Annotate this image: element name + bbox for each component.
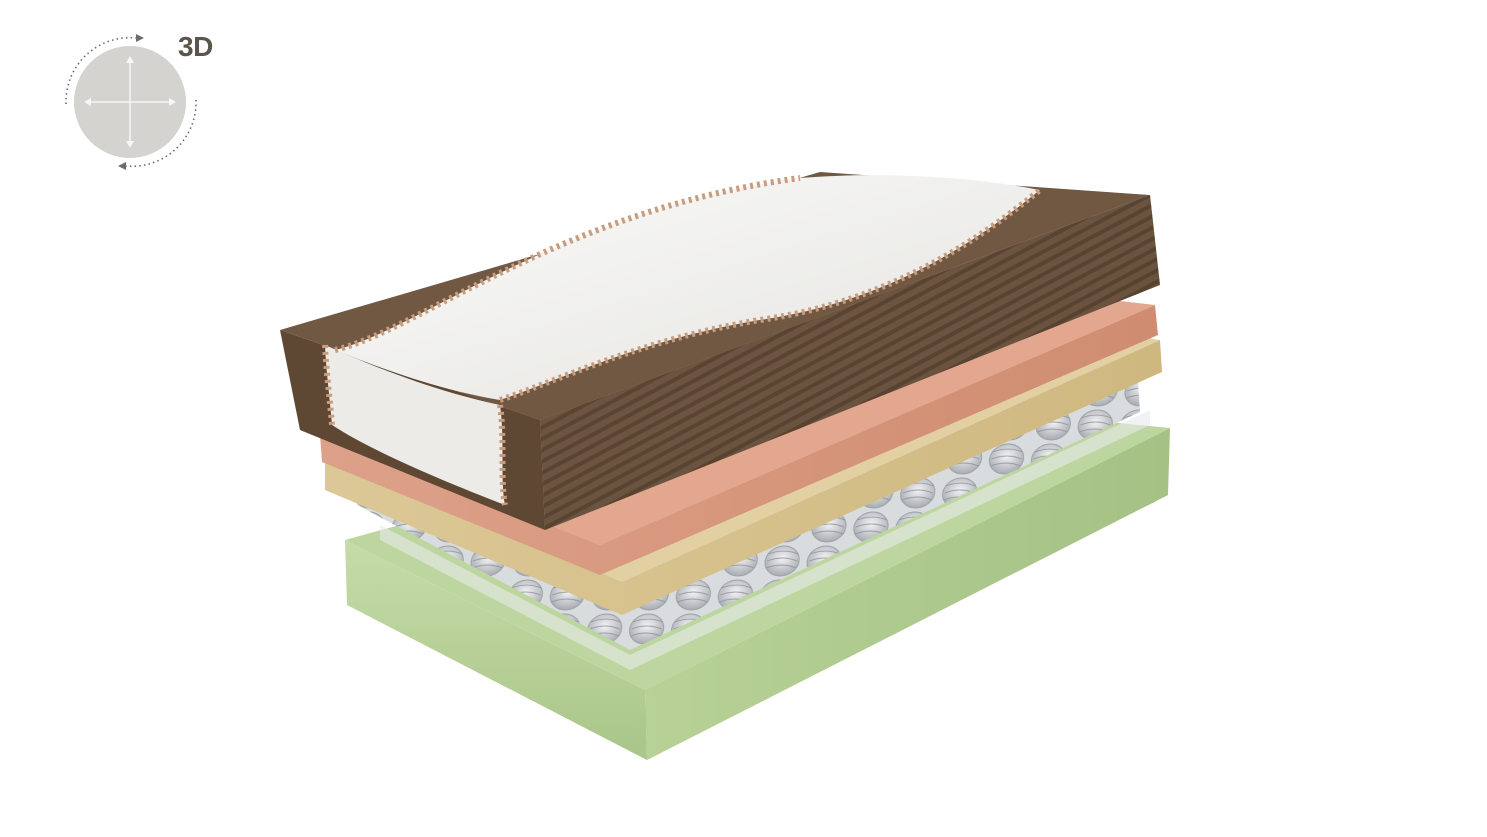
3d-mode-label: 3D: [178, 31, 213, 62]
